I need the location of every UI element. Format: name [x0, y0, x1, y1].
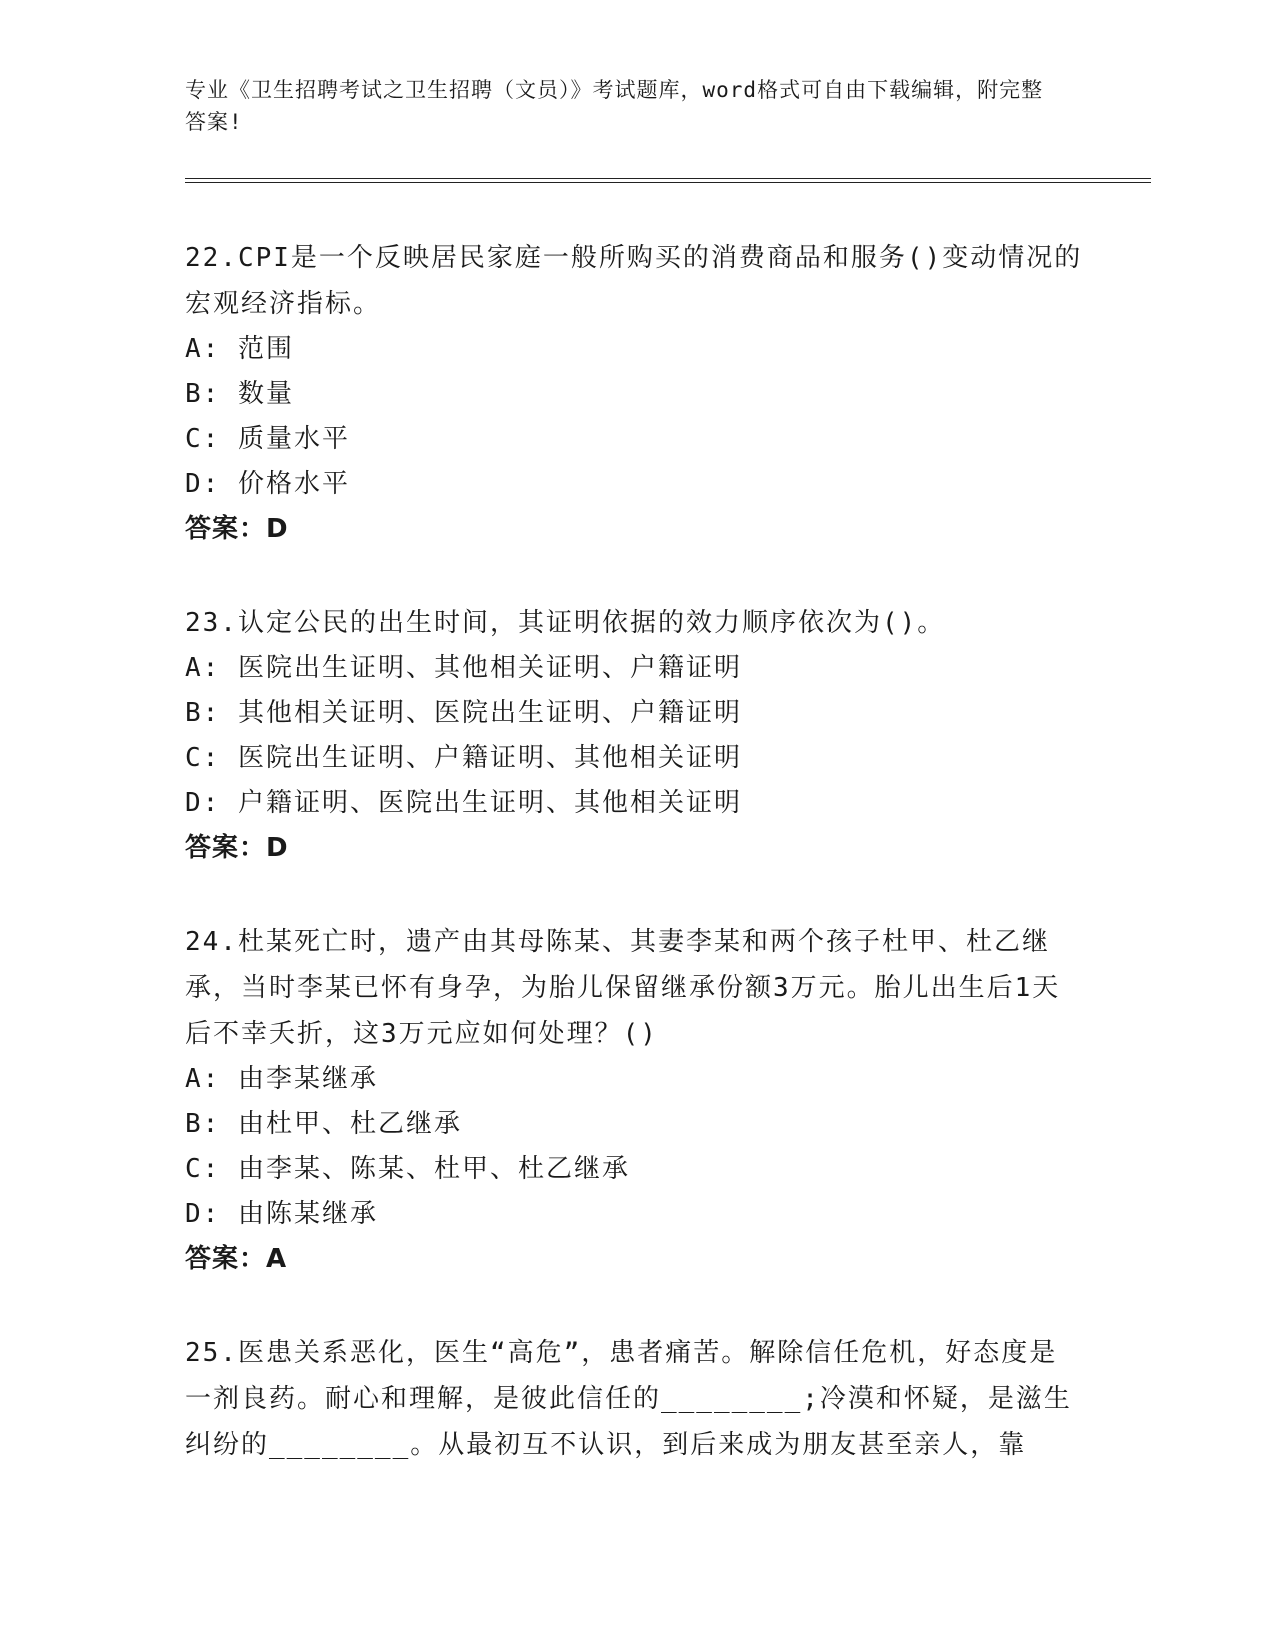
- question-list: [185, 235, 1085, 1468]
- option-c: C: 医院出生证明、户籍证明、其他相关证明: [185, 743, 742, 773]
- option-a: A: 医院出生证明、其他相关证明、户籍证明: [185, 653, 742, 683]
- option-b: B: 数量: [185, 379, 294, 409]
- option-a: A: 范围: [185, 334, 294, 364]
- answer: 答案：A: [185, 1244, 288, 1274]
- header-divider-bottom: [185, 182, 1151, 183]
- option-c: C: 质量水平: [185, 424, 350, 454]
- question-22: [185, 235, 1085, 552]
- answer: 答案：D: [185, 833, 289, 863]
- option-d: D: 由陈某继承: [185, 1199, 378, 1229]
- header-divider-top: [185, 178, 1151, 179]
- option-b: B: 由杜甲、杜乙继承: [185, 1109, 462, 1139]
- question-24: [185, 919, 1085, 1282]
- question-25: [185, 1330, 1085, 1468]
- option-d: D: 户籍证明、医院出生证明、其他相关证明: [185, 788, 742, 818]
- question-23: [185, 600, 1085, 871]
- question-stem: 22.CPI是一个反映居民家庭一般所购买的消费商品和服务()变动情况的宏观经济指标。: [185, 243, 1083, 319]
- question-stem: 23.认定公民的出生时间，其证明依据的效力顺序依次为()。: [185, 608, 946, 638]
- option-c: C: 由李某、陈某、杜甲、杜乙继承: [185, 1154, 630, 1184]
- answer: 答案：D: [185, 514, 289, 544]
- question-stem: 25.医患关系恶化，医生“高危”，患者痛苦。解除信任危机，好态度是一剂良药。耐心和理解，是彼此信任的________;冷漠和怀疑，是滋生纠纷的________。从最初互不认识，到后来成为朋友甚至亲人，靠: [185, 1338, 1072, 1460]
- question-stem: 24.杜某死亡时，遗产由其母陈某、其妻李某和两个孩子杜甲、杜乙继承，当时李某已怀有身孕，为胎儿保留继承份额3万元。胎儿出生后1天后不幸夭折，这3万元应如何处理？(): [185, 927, 1061, 1049]
- document-header: 专业《卫生招聘考试之卫生招聘（文员）》考试题库，word格式可自由下载编辑，附完整答案!: [185, 78, 1044, 134]
- option-b: B: 其他相关证明、医院出生证明、户籍证明: [185, 698, 742, 728]
- option-d: D: 价格水平: [185, 469, 350, 499]
- option-a: A: 由李某继承: [185, 1064, 378, 1094]
